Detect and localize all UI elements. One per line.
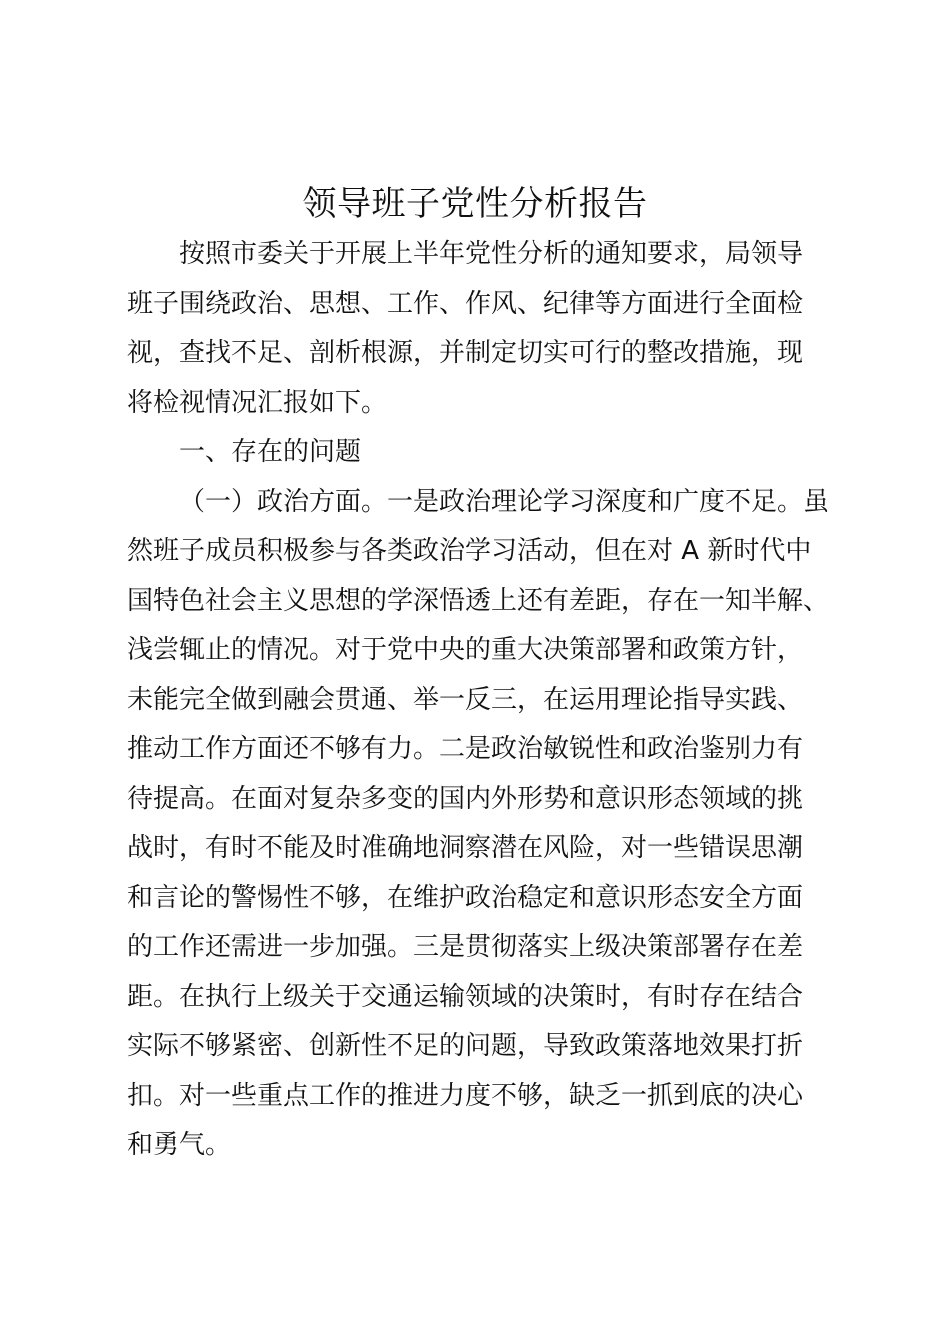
intro-line: 将检视情况汇报如下。 [127,387,388,418]
section-heading: 一、存在的问题 [179,437,362,467]
politics-line: 浅尝辄止的情况。对于党中央的重大决策部署和政策方针， [127,635,804,665]
politics-line: 和言论的警惕性不够，在维护政治稳定和意识形态安全方面 [127,882,804,913]
politics-line: 战时，有时不能及时准确地洞察潜在风险，对一些错误思潮 [127,833,804,863]
politics-line: （一）政治方面。一是政治理论学习深度和广度不足。虽 [179,486,830,517]
document-body [127,230,835,1171]
politics-line: 实际不够紧密、创新性不足的问题，导致政策落地效果打折 [127,1031,804,1061]
intro-line: 视，查找不足、剖析根源，并制定切实可行的整改措施，现 [127,338,804,368]
intro-line: 班子围绕政治、思想、工作、作风、纪律等方面进行全面检 [127,288,804,319]
politics-line: 的工作还需进一步加强。三是贯彻落实上级决策部署存在差 [127,932,804,962]
politics-line: 和勇气。 [127,1130,232,1160]
politics-paragraph [127,478,835,1171]
document-title: 领导班子党性分析报告 [302,184,648,224]
politics-line: 国特色社会主义思想的学深悟透上还有差距，存在一知半解、 [127,585,830,616]
politics-line: 扣。对一些重点工作的推进力度不够，缺乏一抓到底的决心 [127,1080,804,1111]
politics-line: 推动工作方面还不够有力。二是政治敏锐性和政治鉴别力有 [127,734,804,764]
intro-paragraph [127,230,835,428]
politics-line: 待提高。在面对复杂多变的国内外形势和意识形态领域的挑 [127,783,804,814]
politics-line: 距。在执行上级关于交通运输领域的决策时，有时存在结合 [127,981,804,1012]
politics-line: 未能完全做到融会贯通、举一反三，在运用理论指导实践、 [127,684,804,715]
intro-line: 按照市委关于开展上半年党性分析的通知要求，局领导 [179,239,804,269]
politics-line: 然班子成员积极参与各类政治学习活动，但在对 A 新时代中 [127,536,812,566]
